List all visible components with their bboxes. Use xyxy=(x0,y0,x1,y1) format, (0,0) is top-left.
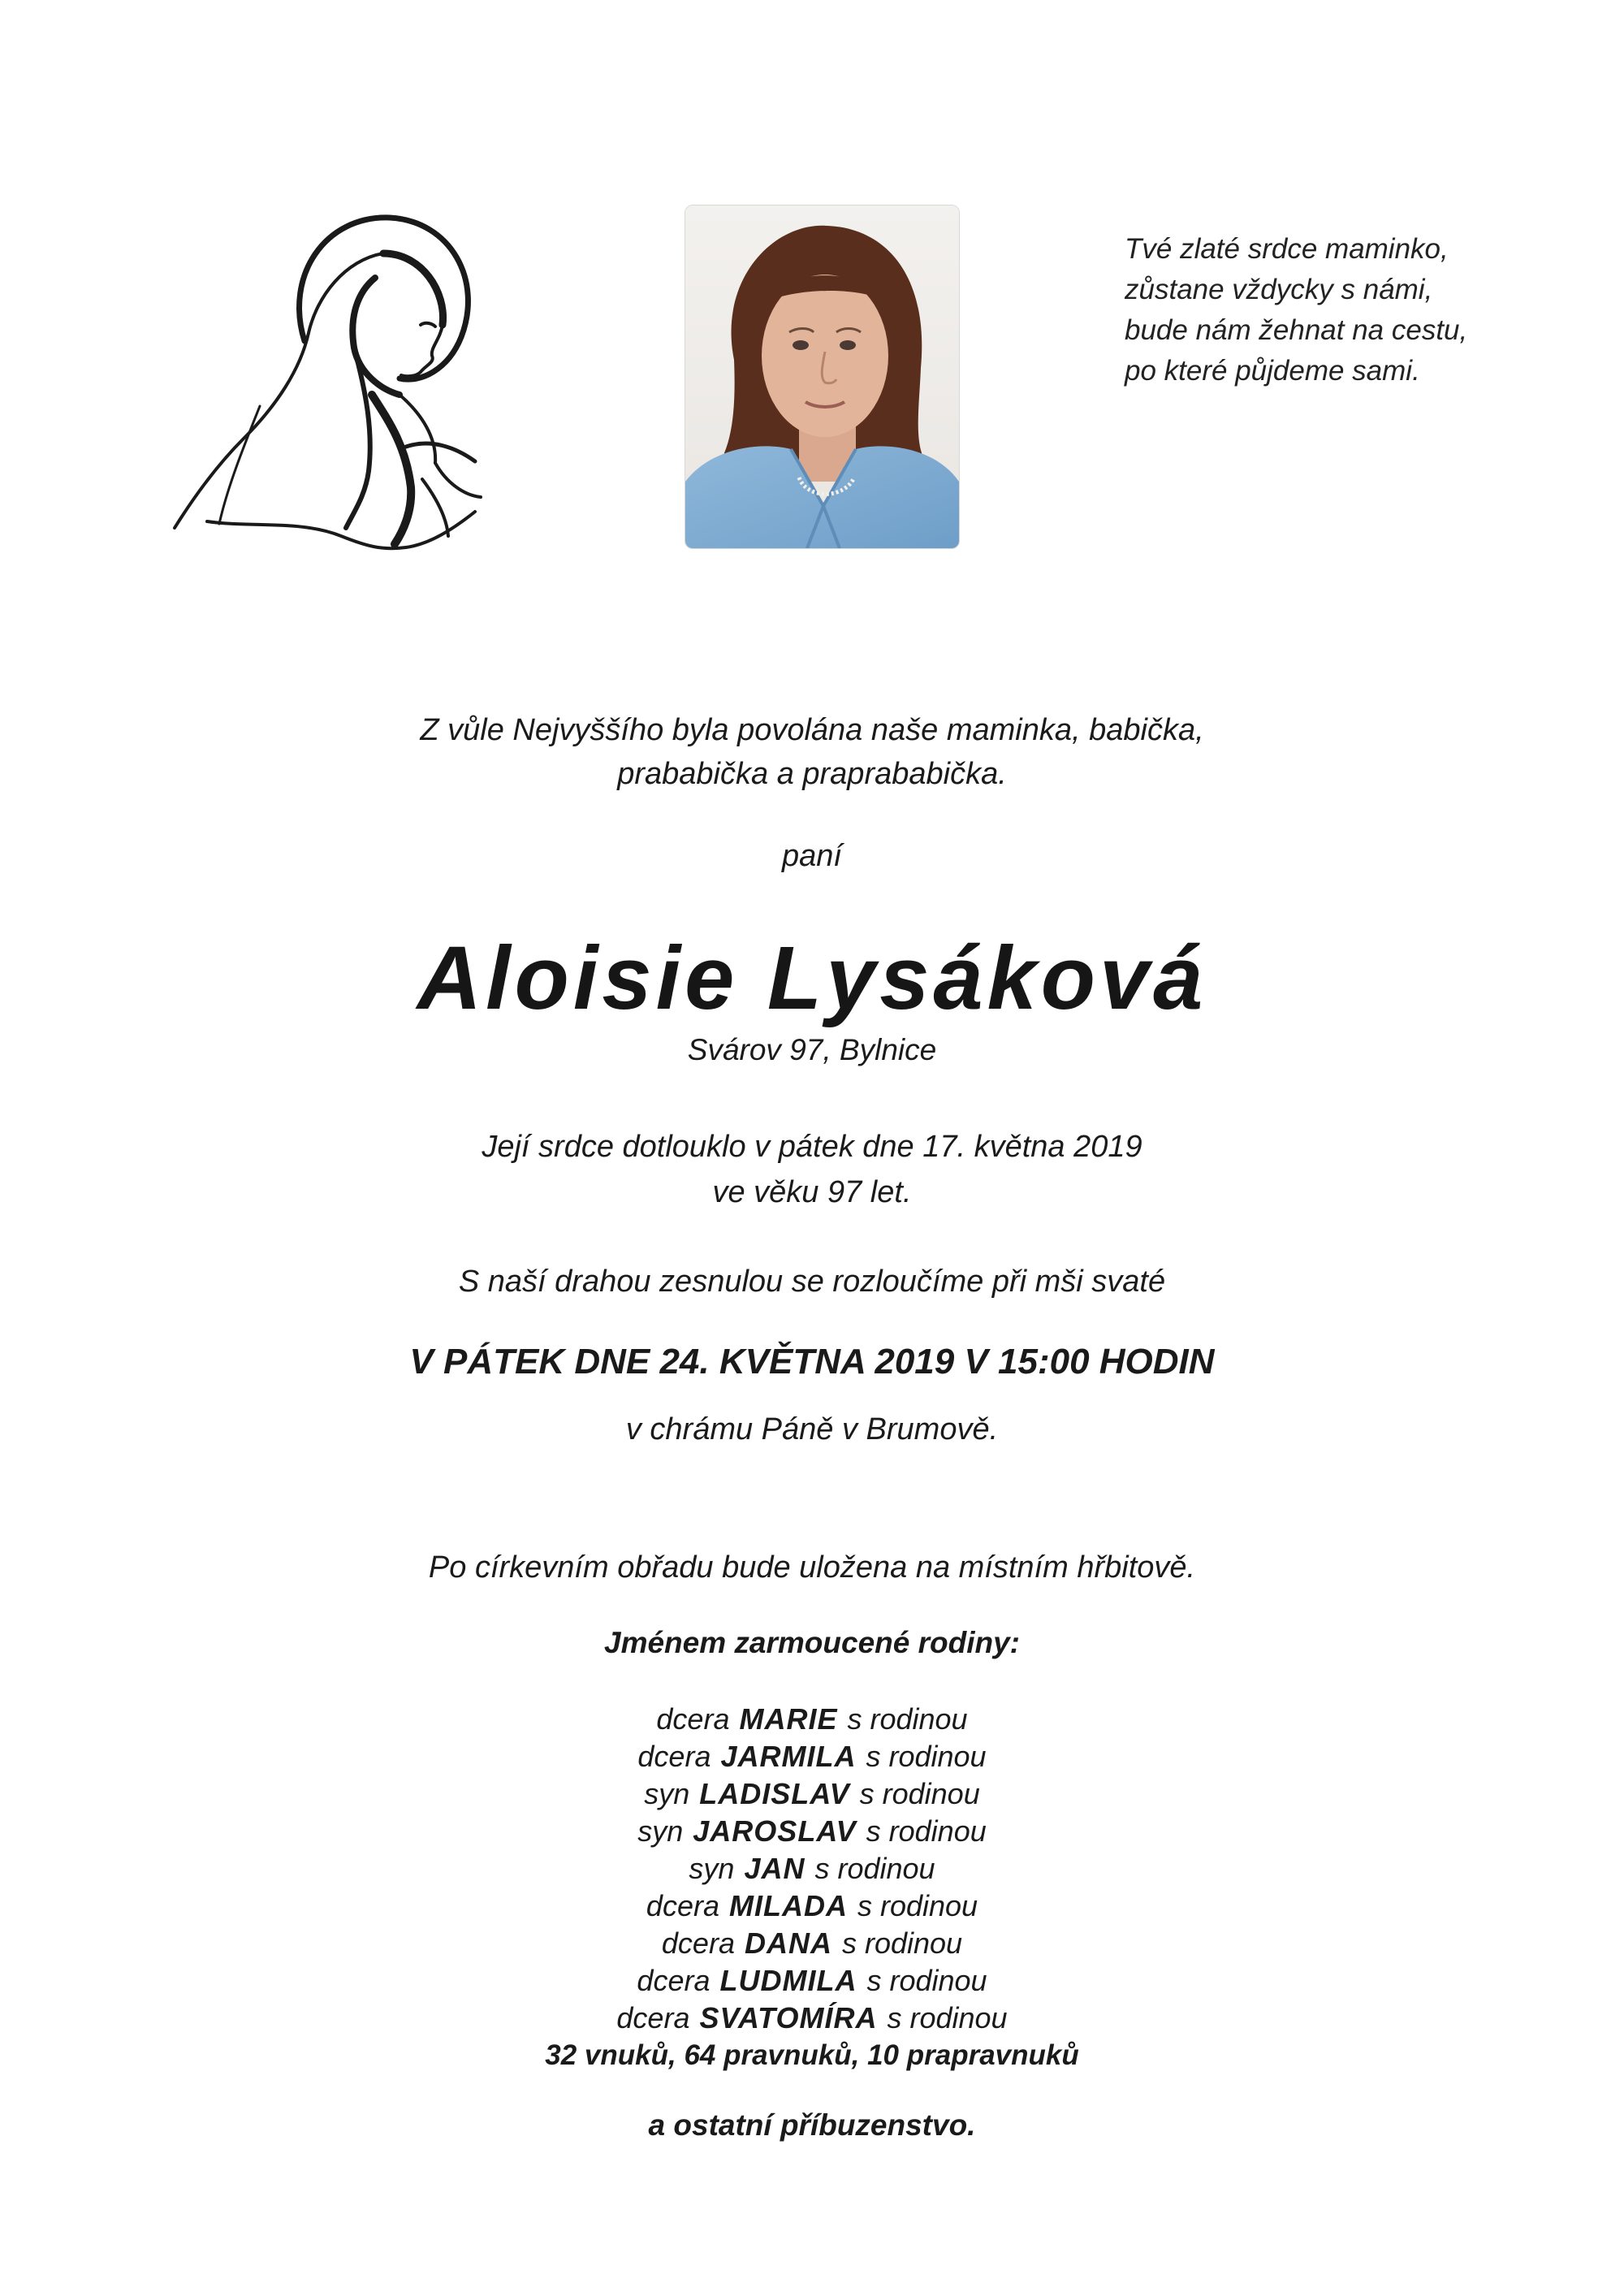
family-member xyxy=(0,1925,1624,1962)
madonna-drawing xyxy=(162,203,487,560)
verse-line: Tvé zlaté srdce maminko, xyxy=(1125,233,1449,265)
family-relation: dcera xyxy=(637,1964,710,1997)
family-suffix: s rodinou xyxy=(866,1814,987,1848)
ceremony-time: V PÁTEK DNE 24. KVĚTNA 2019 V 15:00 HODIN xyxy=(409,1342,1215,1381)
family-relation: dcera xyxy=(656,1702,730,1736)
family-heading: Jménem zarmoucené rodiny: xyxy=(604,1626,1020,1659)
family-member-name: MARIE xyxy=(739,1702,838,1736)
family-member xyxy=(0,1738,1624,1775)
family-suffix: s rodinou xyxy=(887,2001,1008,2034)
farewell-intro: S naší drahou zesnulou se rozloučíme při mši svaté xyxy=(458,1265,1166,1299)
family-relation: dcera xyxy=(637,1740,711,1773)
family-member xyxy=(0,1775,1624,1813)
death-notice-line: Její srdce dotlouklo v pátek dne 17. května 2019 xyxy=(482,1130,1142,1164)
death-notice-line: ve věku 97 let. xyxy=(712,1175,912,1209)
portrait-photo xyxy=(685,205,960,549)
intro-line: prababička a praprababička. xyxy=(617,757,1007,791)
closing-line: a ostatní příbuzenstvo. xyxy=(648,2108,976,2142)
family-member-name: JAROSLAV xyxy=(693,1814,857,1848)
family-relation: dcera xyxy=(616,2001,690,2034)
family-suffix: s rodinou xyxy=(857,1889,978,1922)
family-member-name: JARMILA xyxy=(720,1740,857,1773)
intro-line: Z vůle Nejvyššího byla povolána naše maminka, babička, xyxy=(420,713,1204,747)
family-relation: syn xyxy=(689,1852,735,1885)
address: Svárov 97, Bylnice xyxy=(687,1033,937,1066)
family-relation: syn xyxy=(637,1814,684,1848)
verse-line: po které půjdeme sami. xyxy=(1125,355,1420,387)
memorial-verse xyxy=(1125,229,1579,391)
family-member-name: DANA xyxy=(744,1926,832,1960)
family-member-name: LADISLAV xyxy=(699,1777,850,1810)
verse-line: zůstane vždycky s námi, xyxy=(1125,274,1433,305)
salutation: paní xyxy=(782,839,842,873)
family-suffix: s rodinou xyxy=(841,1926,963,1960)
deceased-name: Aloisie Lysáková xyxy=(417,928,1207,1028)
family-member xyxy=(0,1850,1624,1887)
family-member-name: LUDMILA xyxy=(719,1964,857,1997)
family-relation: syn xyxy=(644,1777,690,1810)
family-relation: dcera xyxy=(661,1926,735,1960)
ceremony-place: v chrámu Páně v Brumově. xyxy=(625,1412,999,1446)
family-member xyxy=(0,1701,1624,1738)
burial-notice: Po církevním obřadu bude uložena na místním hřbitově. xyxy=(428,1550,1196,1585)
family-member xyxy=(0,2000,1624,2037)
family-member-name: MILADA xyxy=(728,1889,848,1922)
family-member xyxy=(0,1813,1624,1850)
family-suffix: s rodinou xyxy=(859,1777,980,1810)
family-suffix: s rodinou xyxy=(866,1740,987,1773)
family-member-name: SVATOMÍRA xyxy=(699,2001,878,2034)
verse-line: bude nám žehnat na cestu, xyxy=(1125,314,1468,346)
family-relation: dcera xyxy=(646,1889,719,1922)
grandchildren-line: 32 vnuků, 64 pravnuků, 10 prapravnuků xyxy=(545,2039,1079,2071)
family-suffix: s rodinou xyxy=(814,1852,935,1885)
family-list xyxy=(0,1701,1624,2074)
family-member xyxy=(0,1887,1624,1925)
family-suffix: s rodinou xyxy=(847,1702,968,1736)
family-suffix: s rodinou xyxy=(866,1964,987,1997)
family-member-name: JAN xyxy=(744,1852,806,1885)
family-member xyxy=(0,1962,1624,2000)
